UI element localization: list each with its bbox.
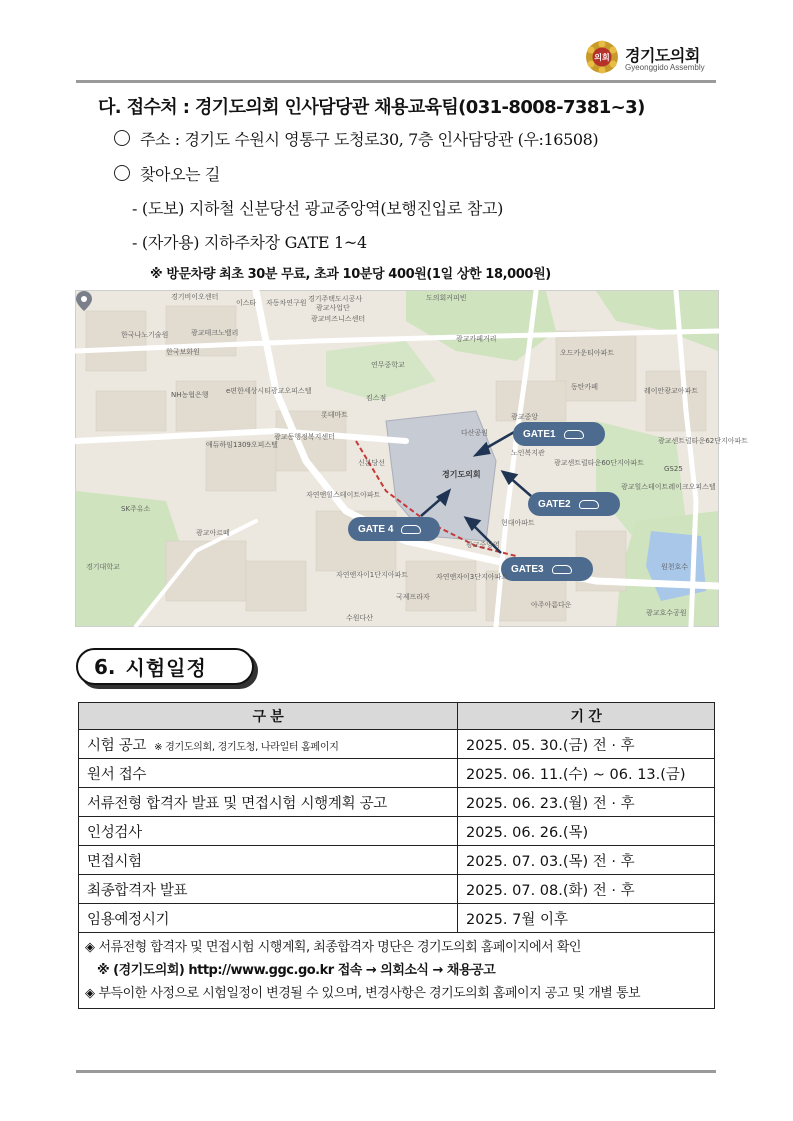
schedule-period: 2025. 06. 26.(목): [458, 817, 715, 846]
map-label: 광교아르떼: [196, 529, 230, 537]
map-label: NH농협은행: [171, 391, 209, 399]
park-area-central: [326, 341, 436, 401]
map-label: 경기주택도시공사: [308, 295, 363, 303]
schedule-period: 2025. 7월 이후: [458, 904, 715, 933]
map-label: 광교센트럴타운62단지아파트: [658, 437, 749, 445]
map-label: 국제프라자: [396, 593, 430, 601]
table-row: [79, 817, 715, 846]
car-icon: [579, 500, 599, 509]
map-label: 연무중학교: [371, 361, 405, 369]
note-line: ◈ 서류전형 합격자 및 면접시험 시행계획, 최종합격자 명단은 경기도의회 홈페이지에서 확인: [85, 936, 708, 959]
map-label: GS25: [664, 465, 683, 473]
org-english-name: Gyeonggido Assembly: [625, 63, 705, 72]
schedule-period: 2025. 06. 11.(수) ~ 06. 13.(금): [458, 759, 715, 788]
map-label: 광교사업단: [316, 304, 350, 312]
schedule-notes: [79, 933, 715, 1009]
block: [646, 371, 706, 431]
directions-title: 찾아오는 길: [140, 165, 220, 184]
assembly-logo: [585, 38, 715, 78]
schedule-item: 최종합격자 발표: [79, 875, 458, 904]
map-label: SK주유소: [121, 505, 151, 513]
column-header-item: 구 분: [79, 703, 458, 730]
note-link-line: ※ (경기도의회) http://www.ggc.go.kr 접속 → 의회소식 → 채용공고: [97, 963, 496, 978]
section-title: 시험일정: [125, 656, 207, 680]
map-label: 동탄카페: [571, 383, 599, 391]
address-text: 주소 : 경기도 수원시 영통구 도청로30, 7층 인사담당관 (우:16508): [140, 130, 599, 149]
map-label: 자동차연구원: [266, 299, 307, 307]
car-directions: - (자가용) 지하주차장 GATE 1~4: [132, 233, 367, 252]
map-label: 광교호수공원: [646, 609, 687, 617]
table-row: [79, 846, 715, 875]
circle-bullet-icon: [114, 130, 130, 146]
table-row: [79, 730, 715, 759]
map-label: 다산공원: [461, 429, 489, 437]
notes-row: [79, 933, 715, 1009]
map-center-label: 경기도의회: [442, 470, 481, 479]
map-label: 신분당선: [358, 459, 386, 467]
column-header-period: 기 간: [458, 703, 715, 730]
map-label: 원천호수: [661, 563, 689, 571]
schedule-item: 임용예정시기: [79, 904, 458, 933]
map-label: 광교비즈니스센터: [311, 315, 366, 323]
map-label: 킴스점: [366, 394, 387, 402]
walk-directions: - (도보) 지하철 신분당선 광교중앙역(보행진입로 참고): [132, 199, 504, 218]
directions-item: [114, 162, 220, 185]
map-label: 광교중앙: [511, 413, 539, 421]
top-divider: [76, 80, 716, 83]
block: [406, 561, 476, 611]
schedule-item: 인성검사: [79, 817, 458, 846]
location-map: [75, 290, 749, 627]
svg-text:의회: 의회: [594, 53, 610, 62]
schedule-period: 2025. 07. 08.(화) 전 · 후: [458, 875, 715, 904]
gate2-badge: GATE2: [528, 492, 620, 516]
table-row: [79, 759, 715, 788]
schedule-item: 원서 접수: [79, 759, 458, 788]
map-label: 현대아파트: [501, 519, 535, 527]
block: [86, 311, 146, 371]
schedule-period: 2025. 07. 03.(목) 전 · 후: [458, 846, 715, 875]
section-number: 6.: [94, 654, 116, 679]
diamond-bullet-icon: ◈: [85, 986, 95, 1001]
table-row: [79, 875, 715, 904]
car-icon: [564, 430, 584, 439]
announcement-note: ※ 경기도의회, 경기도청, 나라일터 홈페이지: [154, 741, 339, 753]
map-label: 한국나노기술원: [121, 331, 169, 339]
table-row: [79, 788, 715, 817]
map-label: 경기비이오센터: [171, 293, 219, 301]
block: [246, 561, 306, 611]
map-label: 애듀하임1309오피스텔: [206, 441, 278, 449]
parking-fee-note: ※ 방문차량 최초 30분 무료, 초과 10분당 400원(1일 상한 18,000원): [150, 267, 551, 282]
map-label: 아주아름다운: [531, 601, 572, 609]
map-pin-icon: [76, 291, 92, 311]
block: [96, 391, 166, 431]
note-line: ◈ 부득이한 사정으로 시험일정이 변경될 수 있으며, 변경사항은 경기도의회 홈페이지 공고 및 개별 통보: [85, 982, 708, 1005]
map-label: 도의회커피빈: [426, 294, 467, 302]
schedule-item: 시험 공고 ※ 경기도의회, 경기도청, 나라일터 홈페이지: [79, 730, 458, 759]
map-label: 이스타: [236, 299, 257, 307]
schedule-table: [78, 702, 715, 1009]
map-label: 롯데마트: [321, 411, 349, 419]
map-label: 자연앤자이1단지아파트: [336, 571, 409, 579]
map-label: 자연앤자이3단지아파트: [436, 573, 509, 581]
map-label: 경기대학교: [86, 563, 120, 571]
map-label: 광교동행정복지센터: [274, 433, 335, 441]
diamond-bullet-icon: ◈: [85, 940, 95, 955]
car-icon: [401, 525, 421, 534]
table-header-row: [79, 703, 715, 730]
map-label: 광교센트럴타운60단지아파트: [554, 459, 645, 467]
org-name: 경기도의회: [625, 46, 700, 65]
map-label: 광교중앙역: [466, 541, 500, 549]
bottom-divider: [76, 1070, 716, 1073]
section6-badge: [76, 648, 254, 685]
map-label: 한국보화원: [166, 348, 200, 356]
schedule-period: 2025. 05. 30.(금) 전 · 후: [458, 730, 715, 759]
map-label: 노인복지관: [511, 449, 545, 457]
map-label: 자연앤힐스테이트아파트: [306, 491, 381, 499]
schedule-period: 2025. 06. 23.(월) 전 · 후: [458, 788, 715, 817]
schedule-item: 서류전형 합격자 발표 및 면접시험 시행계획 공고: [79, 788, 458, 817]
road: [76, 431, 406, 441]
map-label: e편한세상시티광교오피스텔: [226, 387, 312, 395]
map-label: 광교힐스테이트레이크오피스텔: [621, 483, 716, 491]
schedule-item: 면접시험: [79, 846, 458, 875]
map-label: 오드카운티아파트: [560, 349, 615, 357]
circle-bullet-icon: [114, 165, 130, 181]
table-row: [79, 904, 715, 933]
map-label: 광교테크노밸리: [191, 329, 239, 337]
map-label: 광교카페거리: [456, 335, 497, 343]
address-item: [114, 127, 598, 150]
gate1-badge: GATE1: [513, 422, 605, 446]
assembly-seal-icon: [585, 40, 619, 74]
car-icon: [552, 565, 572, 574]
map-label: 레이안광교아파트: [644, 387, 699, 395]
gate3-badge: GATE3: [501, 557, 593, 581]
reception-heading: 다. 접수처 : 경기도의회 인사담당관 채용교육팀(031-8008-7381~3): [98, 97, 645, 118]
gate4-badge: GATE 4: [348, 517, 440, 541]
map-label: 수원다산: [346, 614, 374, 622]
